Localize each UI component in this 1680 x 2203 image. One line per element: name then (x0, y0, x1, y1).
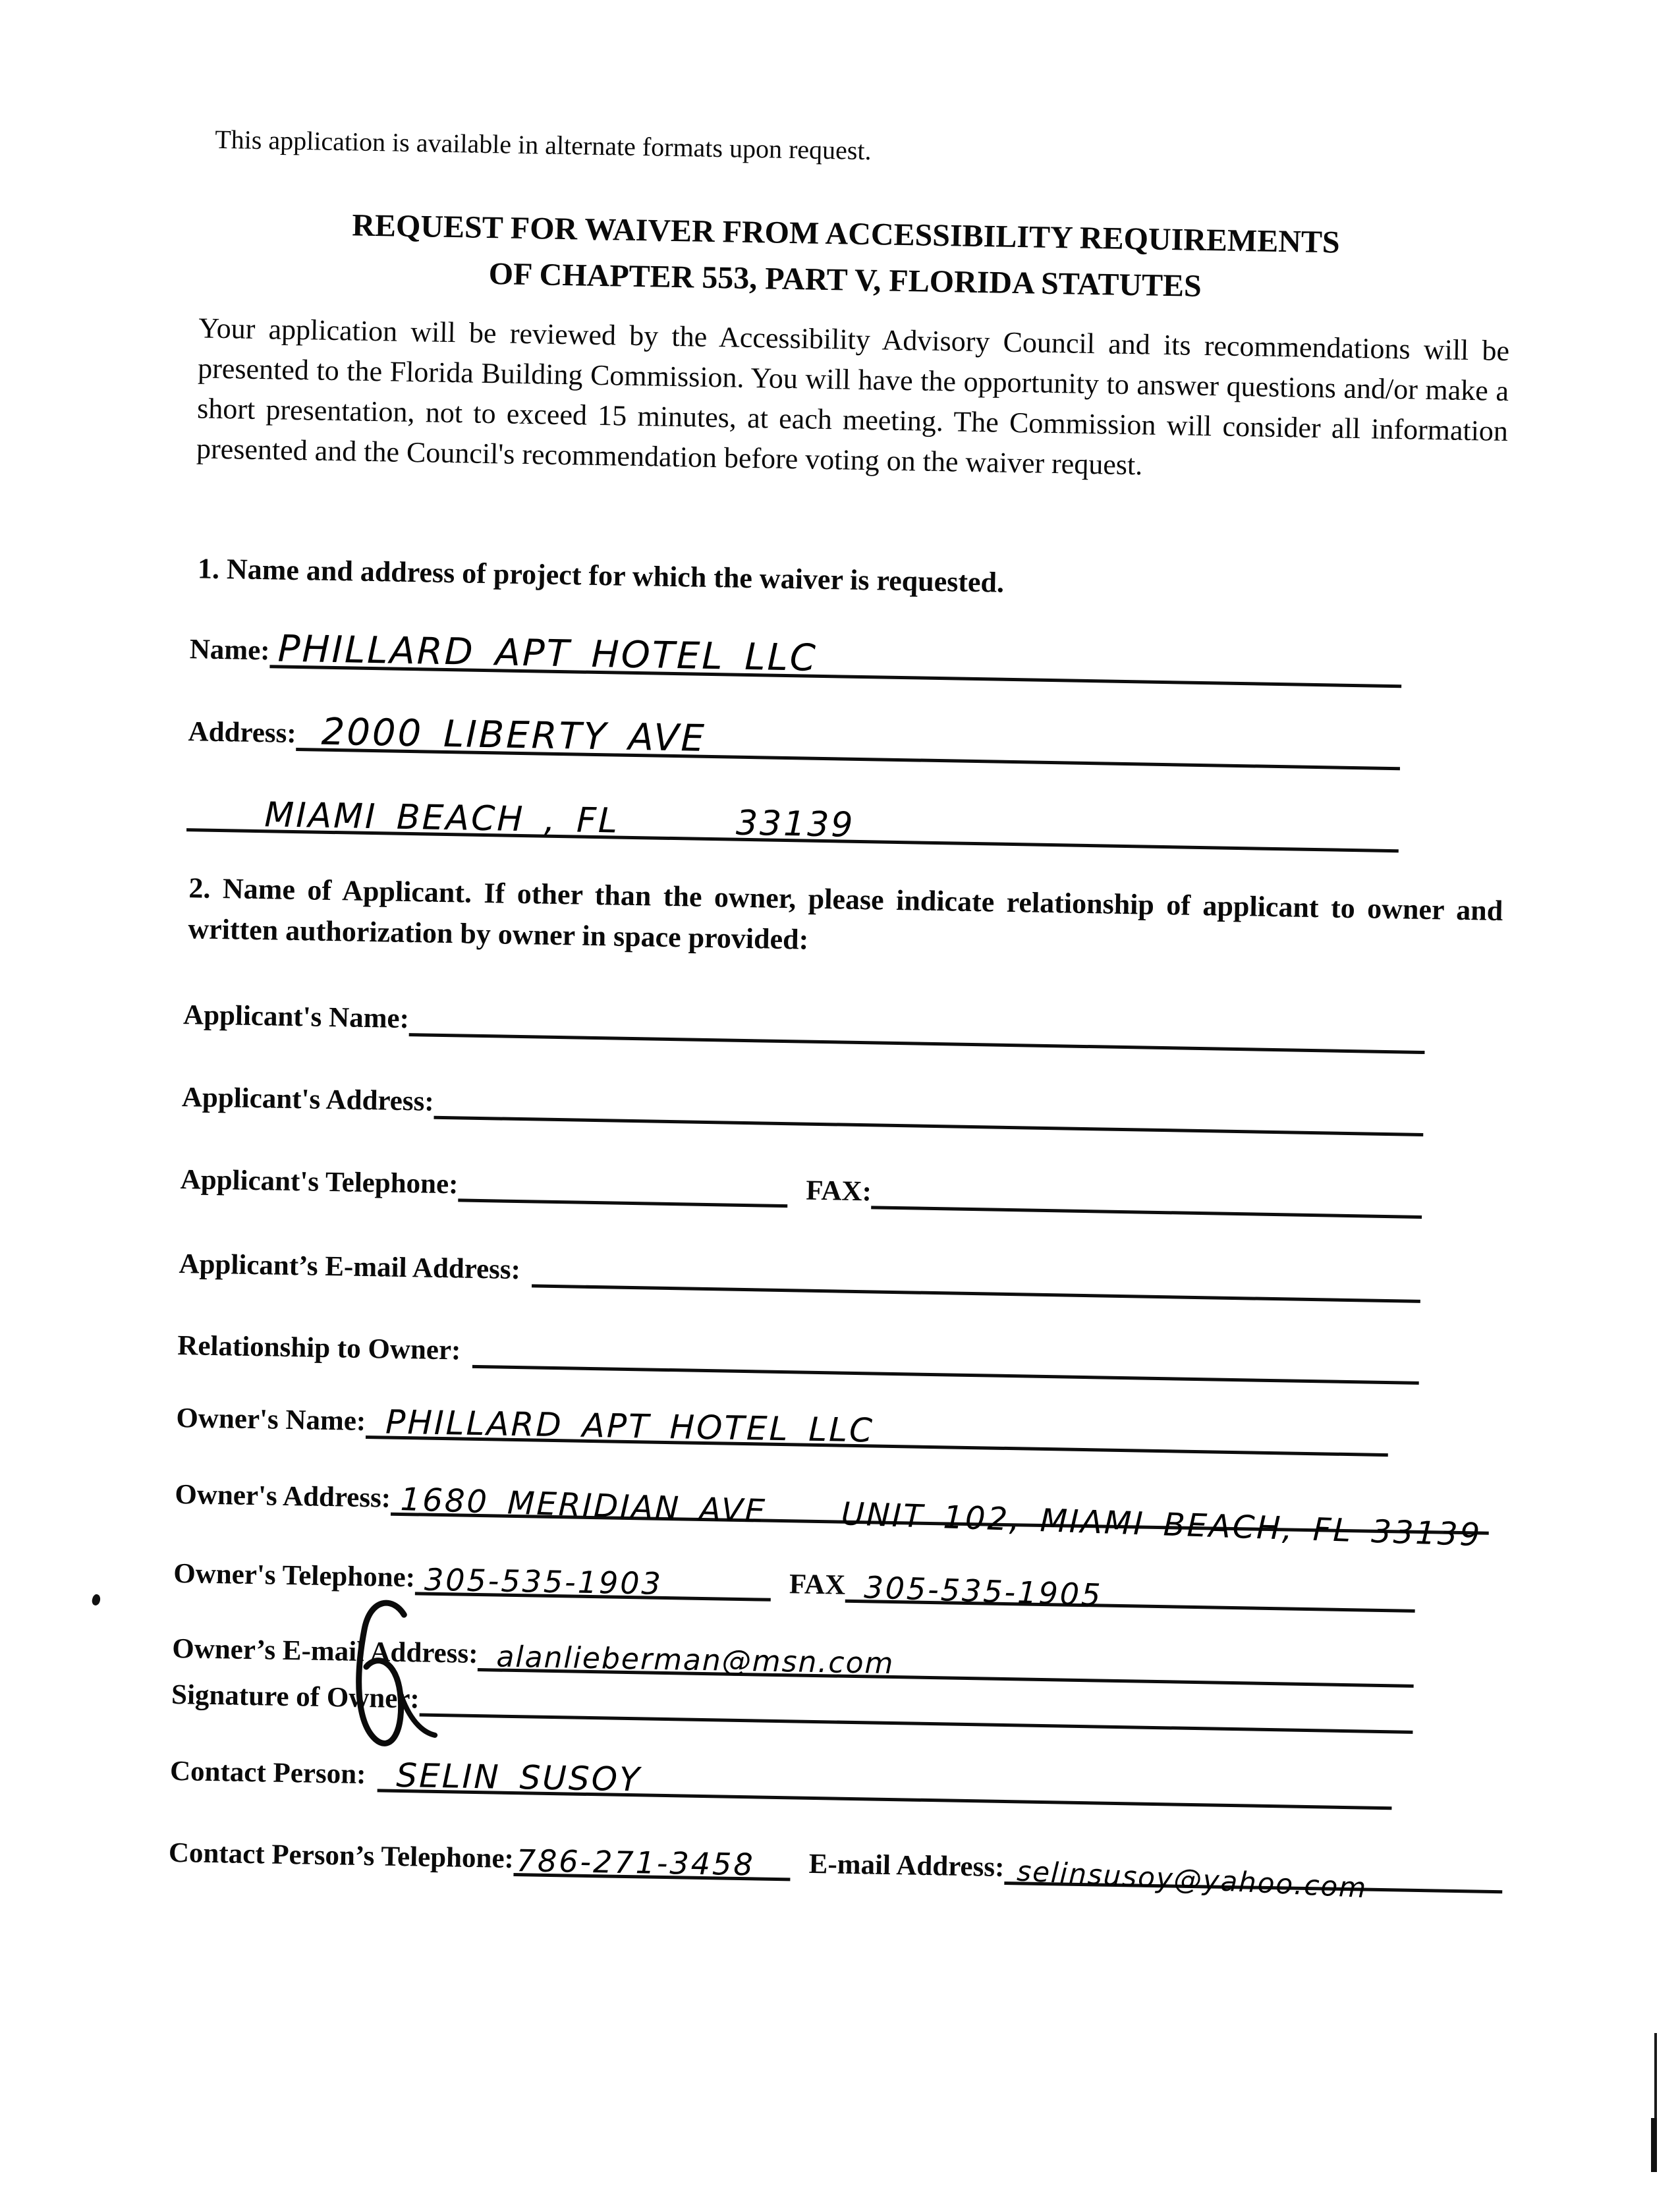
section1-heading: 1. Name and address of project for which the waiver is requested. (197, 552, 1005, 599)
project-address-value-handwritten: 2000 LIBERTY AVE (321, 710, 707, 760)
applicant-fax-line (871, 1168, 1422, 1219)
applicant-name-label: Applicant's Name: (182, 999, 410, 1035)
project-name-line (269, 627, 1402, 688)
project-name-value-handwritten: PHILLARD APT HOTEL LLC (277, 627, 818, 680)
applicant-email-label: Applicant’s E-mail Address: (179, 1248, 521, 1286)
owner-signature-mark (335, 1592, 464, 1772)
owner-email-value-handwritten: alanlieberman@msn.com (496, 1640, 895, 1681)
contact-email-line (1004, 1844, 1503, 1905)
owner-name-row (176, 1395, 1389, 1457)
relationship-label: Relationship to Owner: (177, 1330, 461, 1366)
owner-name-value-handwritten: PHILLARD APT HOTEL LLC (385, 1403, 875, 1450)
project-name-label: Name: (189, 634, 271, 667)
owner-fax-label: FAX (789, 1569, 846, 1601)
form-title-line1: REQUEST FOR WAIVER FROM ACCESSIBILITY REQUIREMENTS (351, 208, 1341, 260)
relationship-line (472, 1327, 1420, 1385)
applicant-name-line (408, 995, 1425, 1054)
contact-person-value-handwritten: SELIN SUSOY (395, 1756, 642, 1799)
project-address-row (188, 708, 1401, 770)
contact-phone-email-row (168, 1829, 1503, 1905)
project-name-row (189, 626, 1402, 688)
contact-phone-line (513, 1835, 791, 1881)
owner-address-row (175, 1471, 1490, 1554)
scan-artifact-vertical-line-thick (1651, 2118, 1657, 2172)
section2-heading: 2. Name of Applicant. If other than the owner, please indicate relationship of applicant to owner and written authorization by owner in space provided: (188, 872, 1503, 956)
owner-phone-label: Owner's Telephone: (173, 1557, 416, 1594)
owner-signature-label: Signature of Owner: (171, 1679, 420, 1715)
applicant-address-label: Applicant's Address: (181, 1082, 435, 1117)
owner-fax-value-handwritten: 305-535-1905 (863, 1569, 1104, 1613)
owner-phone-line (415, 1554, 771, 1601)
applicant-email-line (532, 1246, 1420, 1303)
owner-fax-line (845, 1562, 1416, 1613)
applicant-address-line (434, 1078, 1424, 1136)
project-address-line (296, 710, 1401, 770)
scan-artifact-vertical-line (1654, 2033, 1657, 2132)
applicant-phone-fax-row (180, 1156, 1422, 1219)
intro-paragraph: Your application will be reviewed by the Accessibility Advisory Council and its recommendations will be presented to the Florida Building Commission. You will have the opportunity to answer questions and/or make a short presentation, not to exceed 15 minutes, at each meeting. The Commission will consider all information presented and the Council's recommendation before voting on the waiver request. (196, 312, 1510, 482)
applicant-phone-label: Applicant's Telephone: (180, 1164, 459, 1200)
applicant-email-row (179, 1241, 1421, 1303)
owner-address-value-handwritten: 1680 MERIDIAN AVE UNIT 102, MIAMI BEACH, FL 33139 (399, 1480, 1482, 1554)
owner-name-line (366, 1398, 1389, 1457)
applicant-fax-label: FAX: (805, 1175, 872, 1208)
applicant-name-row (183, 991, 1426, 1054)
owner-name-label: Owner's Name: (176, 1402, 366, 1437)
applicant-address-row (182, 1074, 1424, 1136)
project-city-state-zip-handwritten: MIAMI BEACH , FL 33139 (264, 795, 855, 845)
contact-email-value-handwritten: selinsusoy@yahoo.com (1015, 1854, 1368, 1905)
project-address-row2 (186, 791, 1399, 852)
form-title (192, 200, 1498, 315)
contact-email-label: E-mail Address: (808, 1848, 1005, 1883)
owner-email-label: Owner’s E-mail Address: (171, 1632, 478, 1670)
project-address-label: Address: (188, 716, 297, 750)
form-title-line2: OF CHAPTER 553, PART V, FLORIDA STATUTES (488, 256, 1202, 304)
applicant-phone-line (458, 1161, 788, 1208)
alternate-formats-notice: This application is available in alternate formats upon request. (214, 124, 872, 166)
project-address-line2 (186, 791, 1399, 852)
owner-address-line (391, 1475, 1490, 1554)
owner-address-label: Owner's Address: (175, 1478, 391, 1514)
contact-phone-value-handwritten: 786-271-3458 (516, 1843, 756, 1883)
relationship-row (177, 1322, 1420, 1385)
contact-person-line (378, 1751, 1392, 1810)
contact-person-row (170, 1748, 1393, 1810)
owner-phone-value-handwritten: 305-535-1903 (424, 1561, 663, 1602)
contact-person-label: Contact Person: (169, 1755, 366, 1791)
contact-phone-label: Contact Person’s Telephone: (168, 1837, 515, 1875)
